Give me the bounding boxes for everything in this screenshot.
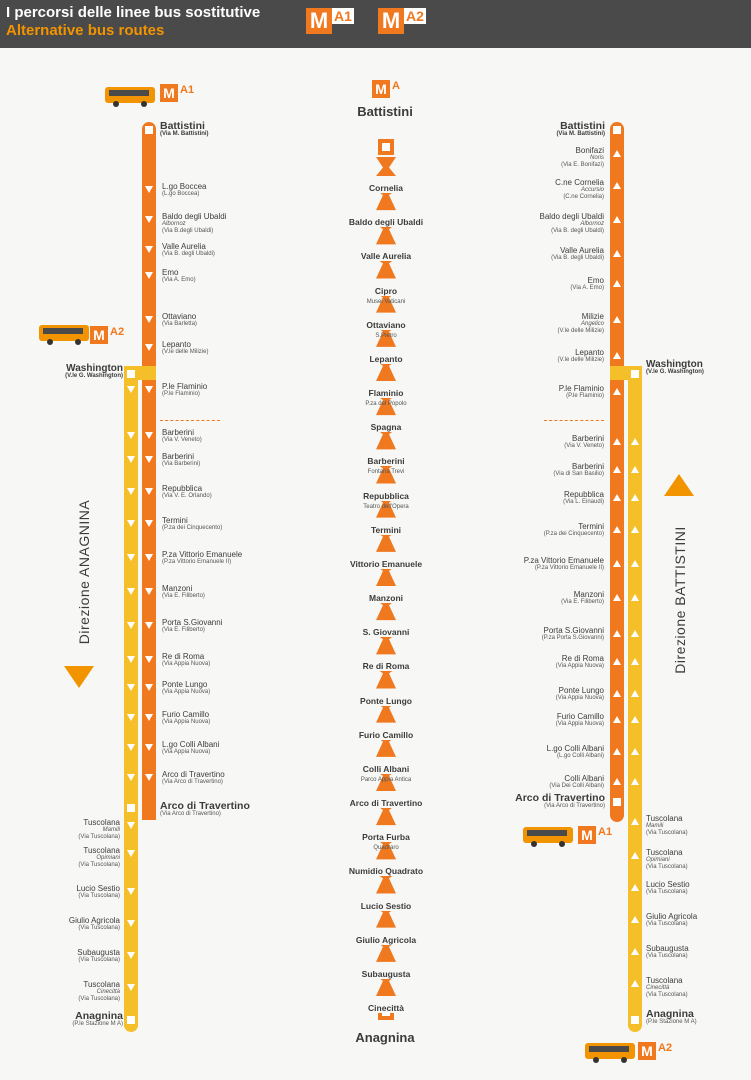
right-a1-stop — [564, 434, 604, 450]
stop-street: (Via di San Basilio) — [553, 471, 604, 477]
stop-marker-up — [613, 150, 621, 157]
stop-name: P.le Flaminio — [162, 382, 208, 391]
stop-name: Manzoni — [162, 584, 193, 593]
stop-name: Emo — [162, 268, 179, 277]
stop-street: (Via Arco di Travertino) — [162, 779, 223, 785]
center-stop-subname: Musei Vaticani — [366, 298, 406, 305]
stop-marker-up — [613, 658, 621, 665]
stop-marker-square — [613, 798, 621, 806]
stop-subname: Albornoz — [162, 221, 186, 227]
left-a1-terminus: Battistini (Via M. Battistini) — [160, 120, 209, 137]
stop-street: (V.le delle Milizie) — [557, 328, 604, 334]
stop-street: (Via B.degli Ubaldi) — [162, 228, 214, 234]
stop-street: (L.go Colli Albani) — [556, 753, 604, 759]
stop-street: (Via Tuscolana) — [78, 925, 120, 931]
stop-street: (C.ne Cornelia) — [563, 194, 604, 200]
stop-street: (Via Tuscolana) — [78, 996, 120, 1002]
stop-street: (Via B. degli Ubaldi) — [551, 228, 604, 234]
stop-street: (Via Tuscolana) — [646, 921, 688, 927]
center-stop-name: Manzoni — [369, 593, 403, 603]
metro-a-logo: M A — [372, 80, 402, 98]
stop-street: (Via Tuscolana) — [646, 992, 688, 998]
right-a1-stop — [551, 246, 604, 262]
stop-name: Tuscolana — [83, 818, 120, 827]
center-stop-name: Furio Camillo — [358, 729, 414, 740]
stop-name: Arco di Travertino — [162, 770, 225, 779]
stop-marker-up — [613, 778, 621, 785]
stop-subname: Opimiani — [96, 855, 120, 861]
center-stop-name: Ottaviano — [366, 319, 406, 330]
stop-subname: Opimiani — [646, 857, 670, 863]
stop-name: L.go Colli Albani — [546, 744, 604, 753]
stop-street: (Via Appia Nuova) — [555, 663, 604, 669]
stop-street: (Via B. degli Ubaldi) — [162, 251, 215, 257]
center-stop-name: Lepanto — [369, 353, 403, 364]
right-a1-stop — [556, 686, 604, 702]
left-direction-label: Direzione ANAGNINA — [76, 499, 92, 645]
stop-marker-up — [613, 630, 621, 637]
center-stop-subname: Parco Appia Antica — [360, 776, 412, 783]
stop-marker-square — [631, 1016, 639, 1024]
right-a2-end: Anagnina (P.le Stazione M A) — [646, 1008, 697, 1025]
stop-name: Porta S.Giovanni — [543, 626, 604, 635]
center-stop-name: Ponte Lungo — [360, 695, 412, 706]
stop-street: (Via Tuscolana) — [78, 893, 120, 899]
left-a2-end: Anagnina (P.le Stazione M A) — [72, 1010, 123, 1027]
stop-name: Colli Albani — [564, 774, 604, 783]
stop-marker-up — [631, 916, 639, 923]
center-stop-name: Colli Albani — [362, 763, 410, 774]
stop-marker-square — [631, 370, 639, 378]
stop-name: Lepanto — [162, 340, 191, 349]
stop-subname: Angelico — [580, 321, 604, 327]
center-stop-name: Numidio Quadrato — [348, 866, 424, 877]
right-a1-stop — [544, 522, 604, 538]
stop-name: Baldo degli Ubaldi — [162, 212, 227, 221]
stop-name: Tuscolana — [646, 976, 683, 985]
stop-marker-up — [613, 594, 621, 601]
stop-street: (Via Tuscolana) — [646, 830, 688, 836]
stop-name: Milizie — [581, 312, 604, 321]
right-a1-logo: M A1 — [578, 826, 614, 844]
stop-name: Ottaviano — [162, 312, 197, 321]
stop-subname: Cinecittà — [646, 985, 670, 991]
center-stop-name: Vittorio Emanuele — [349, 558, 423, 569]
stop-street: (P.za Porta S.Giovanni) — [541, 635, 604, 641]
stop-subname: Cinecittà — [96, 989, 120, 995]
stop-street: (Via Tuscolana) — [646, 889, 688, 895]
center-stop-subname: P.za del Popolo — [365, 401, 407, 407]
stop-marker-square — [613, 126, 621, 134]
stop-street: (Via Appia Nuova) — [162, 749, 211, 755]
stop-street: (Via E. Filiberto) — [162, 593, 205, 599]
stop-name: Ponte Lungo — [558, 686, 604, 695]
stop-marker-up — [631, 690, 639, 697]
stop-street: (Via Appia Nuova) — [162, 719, 211, 725]
stop-marker-up — [631, 748, 639, 755]
right-a1-terminus: Battistini (Via M. Battistini) — [556, 120, 605, 137]
stop-name: P.za Vittorio Emanuele — [523, 556, 604, 565]
stop-marker-up — [631, 560, 639, 567]
stop-marker-up — [613, 352, 621, 359]
center-terminus-anagnina: Anagnina — [355, 1030, 415, 1045]
page-title: I percorsi delle linee bus sostitutive — [6, 4, 261, 21]
stop-marker-up — [613, 438, 621, 445]
stop-name: Furio Camillo — [162, 710, 210, 719]
stop-subname: Noris — [589, 155, 604, 161]
stop-street: (Via E. Bonifazi) — [561, 162, 604, 168]
stop-marker-up — [631, 438, 639, 445]
stop-marker-up — [613, 316, 621, 323]
stop-marker-up — [631, 466, 639, 473]
stop-marker-up — [631, 716, 639, 723]
stop-name: Tuscolana — [83, 980, 120, 989]
stop-marker-up — [613, 250, 621, 257]
stop-name: Manzoni — [573, 590, 604, 599]
stop-marker-up — [631, 884, 639, 891]
center-stop-name: Spagna — [370, 422, 402, 433]
stop-name: Lucio Sestio — [76, 884, 120, 893]
stop-name: Tuscolana — [83, 846, 120, 855]
center-stop-name: Flaminio — [368, 388, 404, 398]
stop-marker-up — [631, 494, 639, 501]
stop-street: (Via V. E. Orlando) — [162, 493, 212, 499]
stop-street: (Via Tuscolana) — [78, 834, 120, 840]
stop-name: Tuscolana — [646, 848, 683, 857]
stop-name: Lucio Sestio — [646, 880, 690, 889]
stop-marker-up — [613, 182, 621, 189]
right-a2-stop — [646, 944, 689, 960]
stop-name: L.go Boccea — [162, 182, 207, 191]
center-stop-subname: S.Pietro — [375, 332, 397, 339]
center-stop-name: Baldo degli Ubaldi — [348, 217, 424, 228]
stop-marker-up — [631, 594, 639, 601]
stop-name: Baldo degli Ubaldi — [539, 212, 604, 221]
right-a1-stop — [542, 626, 604, 642]
center-stop-subname: Fontana Trevi — [367, 469, 405, 476]
stop-name: Ponte Lungo — [162, 680, 208, 689]
stop-street: (P.za dei Cinquecento) — [162, 525, 223, 531]
center-stop-subname: Quadraro — [373, 845, 399, 852]
stop-name: P.le Flaminio — [558, 384, 604, 393]
center-stop-name: Subaugusta — [361, 968, 411, 979]
stop-name: Repubblica — [162, 484, 203, 493]
stop-name: Barberini — [162, 452, 195, 461]
stop-marker-up — [631, 818, 639, 825]
stop-street: (Via Tuscolana) — [646, 864, 688, 870]
stop-street: (P.le Flaminio) — [566, 393, 604, 399]
stop-marker-up — [631, 526, 639, 533]
stop-street: (Via B. degli Ubaldi) — [551, 255, 604, 261]
stop-name: Porta S.Giovanni — [162, 618, 223, 627]
right-a2-stop — [646, 976, 688, 999]
center-stop-name: S. Giovanni — [362, 627, 410, 638]
stop-name: Valle Aurelia — [162, 242, 206, 251]
stop-street: (Via A. Emo) — [162, 277, 196, 283]
stop-name: Barberini — [571, 434, 604, 443]
center-stop-name: Lucio Sestio — [360, 900, 412, 911]
right-a1-stop — [558, 348, 604, 364]
stop-name: Subaugusta — [77, 948, 120, 957]
stop-name: Giulio Agricola — [646, 912, 698, 921]
stop-subname: Albornoz — [580, 221, 604, 227]
stop-subname: Mamili — [102, 827, 120, 833]
metro-a1-logo: M A1 — [306, 8, 354, 34]
right-a1-stop — [524, 556, 604, 572]
right-a1-stop — [559, 384, 604, 400]
right-a1-stop — [556, 712, 604, 728]
right-a2-terminus: Washington (V.le G. Washington) — [646, 359, 704, 375]
stop-marker-up — [613, 466, 621, 473]
right-direction-label: Direzione BATTISTINI — [672, 526, 688, 674]
stop-marker-up — [613, 388, 621, 395]
stop-marker-up — [631, 778, 639, 785]
stop-name: L.go Colli Albani — [162, 740, 220, 749]
center-stop-name: Porta Furba — [362, 832, 410, 843]
stop-street: (Via E. Filiberto) — [561, 599, 604, 605]
center-stop-name: Arco di Travertino — [349, 798, 423, 808]
page-subtitle: Alternative bus routes — [6, 22, 165, 39]
center-stop-name: Cornelia — [368, 183, 403, 193]
center-stop-name: Valle Aurelia — [360, 251, 412, 262]
stop-name: Subaugusta — [646, 944, 689, 953]
stop-street: (P.le Flaminio) — [162, 391, 200, 397]
stop-name: Termini — [578, 522, 604, 531]
stop-subname: Mamili — [646, 823, 664, 829]
stop-name: Re di Roma — [561, 654, 604, 663]
left-a1-end: Arco di Travertino (Via Arco di Travertino) — [160, 800, 250, 817]
right-a1-stop — [555, 178, 604, 201]
stop-street: (V.le delle Milizie) — [557, 357, 604, 363]
stop-name: Bonifazi — [575, 146, 604, 155]
stop-street: (Via Tuscolana) — [78, 957, 120, 963]
left-a1-logo: M A1 — [160, 84, 196, 102]
center-stop-name: Cinecittà — [368, 1003, 404, 1013]
stop-street: (Via L. Einaudi) — [563, 499, 604, 505]
stop-marker-up — [613, 216, 621, 223]
stop-name: Re di Roma — [162, 652, 205, 661]
stop-street: (Via V. Veneto) — [162, 437, 202, 443]
center-stop-name: Giulio Agricola — [355, 934, 417, 945]
stop-marker-up — [613, 748, 621, 755]
stop-name: Valle Aurelia — [560, 246, 604, 255]
stop-name: Tuscolana — [646, 814, 683, 823]
right-a2-stop — [646, 814, 688, 837]
stop-name: Furio Camillo — [556, 712, 604, 721]
stop-marker-up — [613, 716, 621, 723]
right-a1-end: Arco di Travertino (Via Arco di Travertino) — [515, 792, 605, 809]
center-terminus-battistini: Battistini — [357, 104, 413, 119]
stop-street: (Via Barletta) — [162, 321, 197, 327]
stop-street: (Via V. Veneto) — [564, 443, 604, 449]
stop-name: Barberini — [162, 428, 195, 437]
stop-street: (Via Tuscolana) — [78, 862, 120, 868]
center-stop-name: Barberini — [367, 456, 405, 467]
stop-marker-up — [631, 948, 639, 955]
stop-street: (Via Tuscolana) — [646, 953, 688, 959]
right-a2-logo: M A2 — [638, 1042, 674, 1060]
right-a1-stop — [553, 462, 604, 478]
stop-street: (P.za dei Cinquecento) — [543, 531, 604, 537]
stop-name: Termini — [162, 516, 188, 525]
left-a2-logo: M A2 — [90, 326, 126, 344]
right-a1-stop — [547, 744, 604, 760]
stop-street: (Via Barberini) — [162, 461, 201, 467]
stop-street: (Via Appia Nuova) — [555, 695, 604, 701]
center-stop-name: Termini — [370, 524, 402, 535]
center-stop-subname: Teatro dell'Opera — [363, 503, 409, 510]
right-a1-stop — [558, 312, 604, 335]
right-a1-stop — [556, 654, 604, 670]
stop-marker-up — [631, 658, 639, 665]
stop-marker-up — [613, 560, 621, 567]
right-a1-stop — [549, 774, 604, 790]
center-stop-name: Re di Roma — [362, 661, 410, 672]
stop-street: (Via E. Filiberto) — [162, 627, 205, 633]
stop-name: C.ne Cornelia — [555, 178, 604, 187]
right-a2-stop — [646, 880, 690, 896]
stop-street: (Via Appia Nuova) — [162, 661, 211, 667]
stop-marker-up — [631, 852, 639, 859]
stop-street: (Via Dei Colli Albani) — [549, 783, 604, 789]
stop-subname: Accursio — [580, 187, 604, 193]
stop-marker-up — [631, 980, 639, 987]
center-stop-name: Repubblica — [363, 490, 409, 501]
right-a1-stop — [561, 146, 604, 169]
stop-marker-up — [613, 526, 621, 533]
center-stop-name: Cipro — [374, 285, 398, 296]
stop-marker-up — [613, 494, 621, 501]
stop-street: (V.le delle Milizie) — [162, 349, 209, 355]
stop-name: Giulio Agricola — [68, 916, 120, 925]
stop-name: Lepanto — [575, 348, 604, 357]
right-a1-stop — [561, 590, 604, 606]
stop-street: (L.go Boccea) — [162, 191, 200, 197]
stop-name: Emo — [587, 276, 604, 285]
stop-street: (Via Appia Nuova) — [162, 689, 211, 695]
right-a2-stop — [646, 912, 697, 928]
stop-name: Barberini — [571, 462, 604, 471]
stop-marker-up — [613, 690, 621, 697]
stop-name: P.za Vittorio Emanuele — [162, 550, 243, 559]
stop-street: (P.za Vittorio Emanuele II) — [534, 565, 604, 571]
stop-street: (Via A. Emo) — [570, 285, 604, 291]
metro-a2-logo: M A2 — [378, 8, 426, 34]
right-a2-stop — [646, 848, 688, 871]
right-a1-stop — [540, 212, 605, 235]
stop-name: Repubblica — [563, 490, 604, 499]
stop-marker-up — [613, 280, 621, 287]
stop-street: (Via Appia Nuova) — [555, 721, 604, 727]
right-a1-stop — [570, 276, 604, 292]
right-a1-stop — [563, 490, 604, 506]
left-a2-terminus: Washington (V.le G. Washington) — [65, 363, 123, 379]
stop-street: (P.za Vittorio Emanuele II) — [162, 559, 232, 565]
stop-marker-up — [631, 630, 639, 637]
